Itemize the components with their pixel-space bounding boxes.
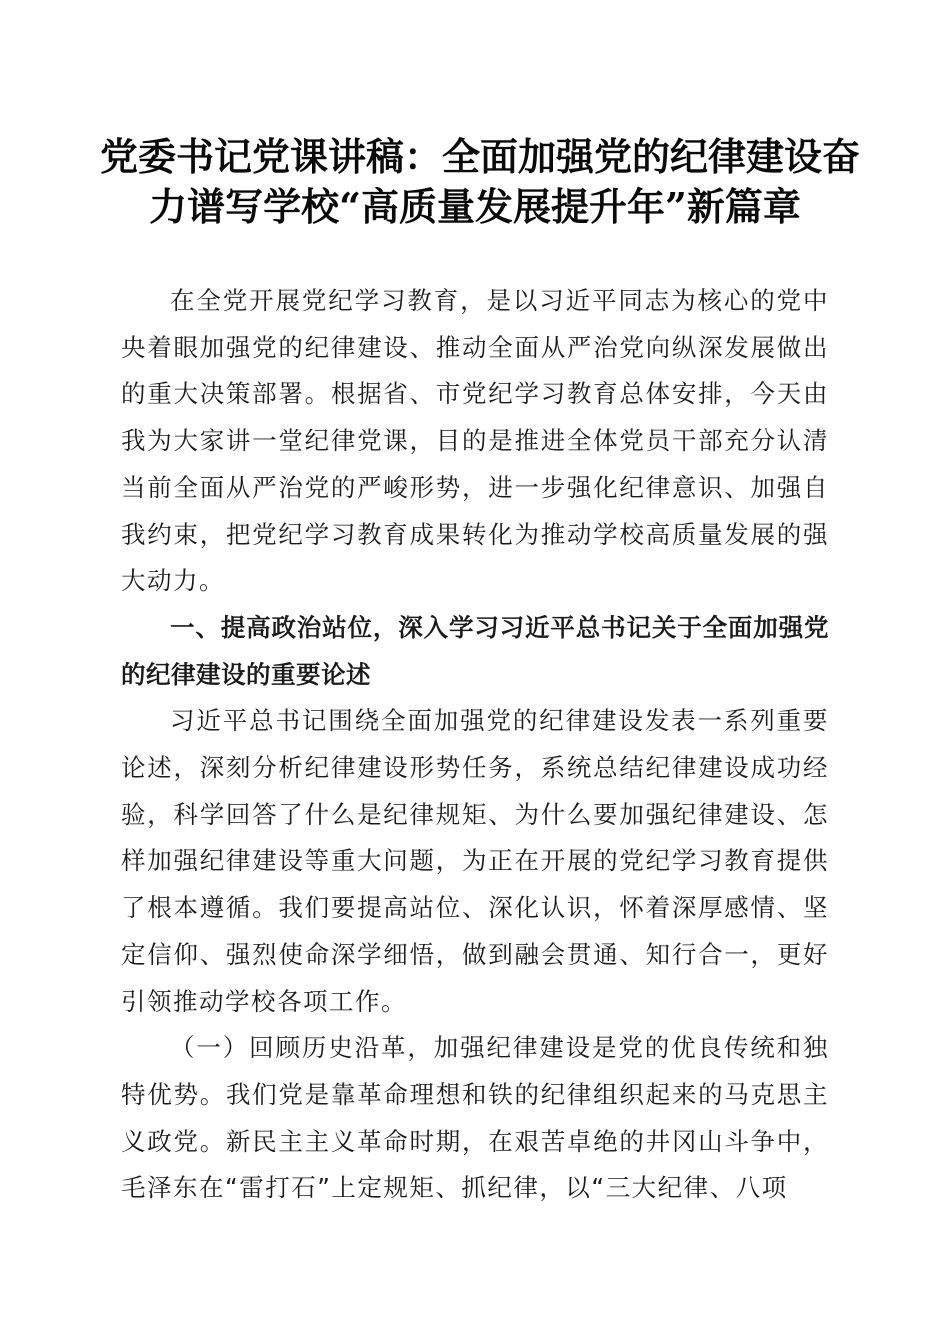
subsection-1-paragraph: [121, 1025, 829, 1212]
section-1-heading: 一、提高政治站位，深入学习习近平总书记关于全面加强党的纪律建设的重要论述: [121, 612, 829, 689]
document-body: [121, 278, 829, 1212]
subsection-1-lead: （一）回顾历史沿革，加强纪律建设是党的优良传统和独特优势。: [121, 1033, 829, 1109]
document-title: [100, 132, 861, 232]
section-1-paragraph: 习近平总书记围绕全面加强党的纪律建设发表一系列重要论述，深刻分析纪律建设形势任务，系统总结纪律建设成功经验，科学回答了什么是纪律规矩、为什么要加强纪律建设、怎样加强纪律建设等重大问题，为正在开展的党纪学习教育提供了根本遵循。我们要提高站位、深化认识，怀着深厚感情、坚定信仰、强烈使命深学细悟，做到融会贯通、知行合一，更好引领推动学校各项工作。: [121, 706, 829, 1016]
subsection-1-body: 我们党是靠革命理想和铁的纪律组织起来的马克思主义政党。新民主主义革命时期，在艰苦卓绝的井冈山斗争中，毛泽东在“雷打石”上定规矩、抓纪律，以“三大纪律、八项: [121, 1079, 830, 1203]
title-line-2: 力谱写学校“高质量发展提升年”新篇章: [149, 184, 801, 229]
title-line-1: 党委书记党课讲稿：全面加强党的纪律建设奋: [100, 134, 861, 179]
intro-paragraph: 在全党开展党纪学习教育，是以习近平同志为核心的党中央着眼加强党的纪律建设、推动全面从严治党向纵深发展做出的重大决策部署。根据省、市党纪学习教育总体安排，今天由我为大家讲一堂纪律党课，目的是推进全体党员干部充分认清当前全面从严治党的严峻形势，进一步强化纪律意识、加强自我约束，把党纪学习教育成果转化为推动学校高质量发展的强大动力。: [121, 286, 829, 596]
